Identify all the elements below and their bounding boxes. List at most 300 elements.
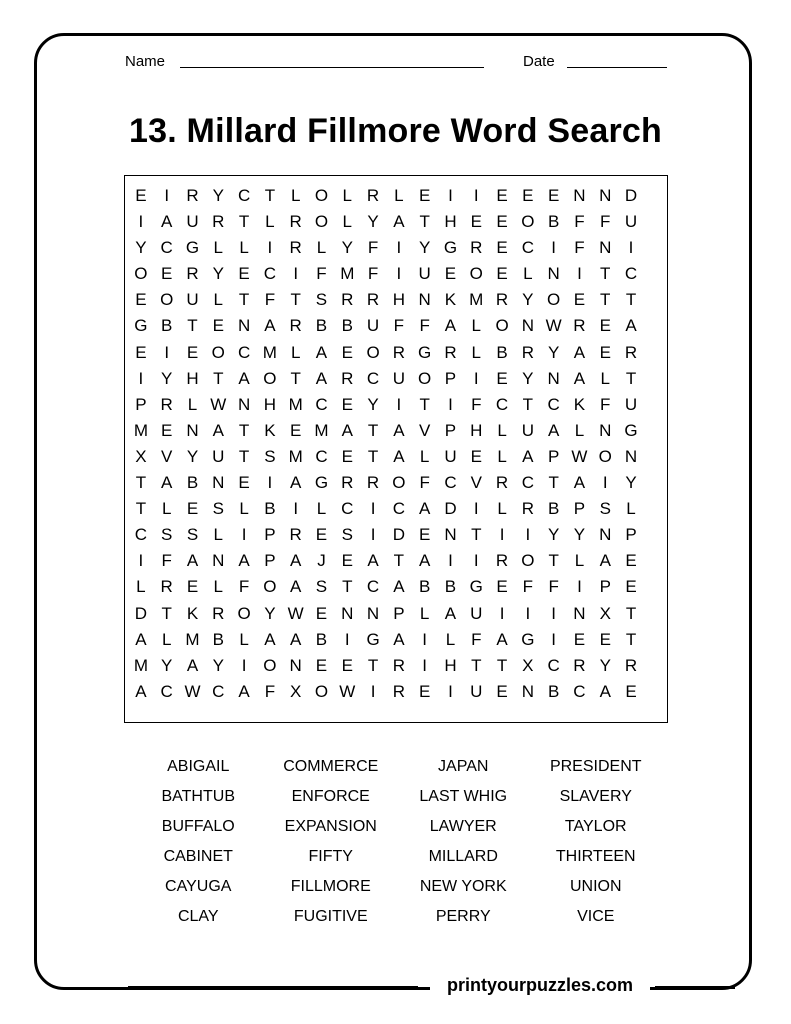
- grid-letter: F: [600, 212, 611, 232]
- grid-letter: I: [138, 368, 144, 388]
- grid-letter: N: [599, 525, 612, 545]
- grid-letter: E: [341, 551, 353, 571]
- grid-letter: I: [448, 394, 453, 414]
- grid-letter: A: [315, 368, 328, 388]
- grid-letter: L: [239, 238, 249, 258]
- grid-letter: L: [213, 290, 224, 310]
- grid-letter: T: [522, 394, 534, 414]
- grid-letter: P: [625, 525, 637, 545]
- date-label: Date: [523, 53, 555, 70]
- grid-letter: A: [625, 316, 637, 336]
- grid-row: [128, 183, 644, 209]
- grid-row: [128, 209, 644, 235]
- grid-letter: C: [134, 525, 148, 545]
- grid-letter: O: [160, 290, 174, 310]
- grid-letter: G: [185, 238, 200, 258]
- grid-letter: R: [341, 290, 354, 310]
- grid-letter: O: [495, 316, 509, 336]
- grid-letter: E: [135, 290, 147, 310]
- grid-letter: F: [161, 551, 172, 571]
- grid-letter: I: [628, 238, 634, 258]
- grid-letter: I: [370, 681, 376, 701]
- grid-letter: I: [344, 629, 350, 649]
- grid-row: [128, 418, 644, 444]
- grid-letter: A: [135, 629, 147, 649]
- grid-letter: R: [366, 290, 380, 310]
- grid-letter: E: [599, 342, 611, 362]
- grid-letter: N: [624, 446, 638, 466]
- grid-letter: E: [186, 577, 199, 597]
- grid-letter: R: [392, 681, 405, 701]
- grid-letter: A: [599, 681, 611, 701]
- grid-letter: Y: [522, 368, 534, 388]
- grid-letter: E: [522, 186, 534, 205]
- grid-letter: T: [342, 577, 353, 597]
- grid-letter: L: [394, 186, 404, 205]
- grid-letter: A: [393, 629, 405, 649]
- word-list-item: NEW YORK: [419, 878, 507, 895]
- grid-letter: L: [290, 186, 301, 205]
- grid-letter: G: [469, 577, 483, 597]
- grid-letter: E: [496, 577, 508, 597]
- grid-letter: N: [186, 420, 199, 440]
- grid-letter: I: [551, 238, 557, 258]
- grid-letter: E: [418, 681, 431, 701]
- word-list-item: COMMERCE: [283, 758, 379, 775]
- grid-letter: Y: [418, 238, 431, 258]
- grid-letter: E: [315, 603, 328, 623]
- grid-letter: I: [448, 681, 453, 701]
- grid-letter: H: [470, 420, 483, 440]
- grid-letter: R: [495, 473, 509, 493]
- grid-letter: R: [521, 342, 534, 362]
- grid-letter: S: [161, 525, 173, 545]
- grid-letter: N: [237, 316, 251, 336]
- footer-divider-left: [128, 986, 418, 989]
- grid-letter: W: [571, 446, 588, 466]
- grid-letter: N: [573, 186, 586, 205]
- grid-letter: I: [370, 499, 376, 519]
- grid-letter: U: [392, 368, 405, 388]
- grid-letter: N: [521, 681, 534, 701]
- grid-letter: N: [237, 394, 251, 414]
- grid-letter: T: [367, 446, 379, 466]
- grid-letter: E: [135, 186, 147, 205]
- grid-letter: L: [161, 629, 172, 649]
- grid-letter: A: [135, 681, 147, 701]
- grid-row: [128, 627, 644, 653]
- grid-letter: V: [161, 446, 173, 466]
- grid-letter: I: [473, 186, 479, 205]
- grid-letter: S: [264, 446, 276, 466]
- grid-letter: R: [160, 394, 173, 414]
- footer-divider-right: [655, 986, 735, 989]
- grid-row: [128, 601, 644, 627]
- grid-letter: N: [212, 551, 225, 571]
- grid-letter: C: [160, 681, 173, 701]
- grid-letter: C: [237, 186, 251, 205]
- grid-letter: O: [211, 342, 225, 362]
- grid-letter: M: [340, 264, 355, 284]
- grid-row: [128, 548, 644, 574]
- grid-letter: W: [210, 394, 227, 414]
- grid-letter: L: [316, 238, 327, 258]
- grid-letter: T: [290, 368, 301, 388]
- grid-letter: A: [161, 473, 173, 493]
- grid-letter: I: [448, 551, 453, 571]
- grid-letter: C: [263, 264, 277, 284]
- grid-letter: N: [289, 655, 302, 675]
- grid-letter: E: [418, 525, 431, 545]
- grid-letter: P: [444, 420, 457, 440]
- grid-letter: E: [496, 681, 508, 701]
- grid-letter: E: [161, 264, 173, 284]
- grid-letter: R: [212, 603, 225, 623]
- grid-letter: L: [419, 603, 430, 623]
- grid-row: [128, 496, 644, 522]
- grid-letter: U: [470, 603, 483, 623]
- grid-letter: R: [289, 525, 302, 545]
- grid-letter: C: [624, 264, 638, 284]
- grid-letter: K: [264, 420, 276, 440]
- grid-letter: M: [288, 394, 303, 414]
- grid-row: [128, 313, 644, 339]
- grid-letter: F: [471, 629, 482, 649]
- grid-letter: T: [419, 212, 430, 232]
- grid-letter: C: [315, 394, 328, 414]
- grid-letter: L: [471, 316, 481, 336]
- grid-letter: C: [366, 368, 380, 388]
- grid-letter: E: [315, 525, 328, 545]
- grid-letter: T: [135, 473, 147, 493]
- grid-letter: I: [241, 525, 247, 545]
- grid-letter: E: [341, 394, 353, 414]
- grid-letter: A: [393, 577, 405, 597]
- grid-letter: E: [161, 420, 173, 440]
- grid-letter: E: [418, 186, 431, 205]
- grid-letter: W: [545, 316, 562, 336]
- grid-row: [128, 235, 644, 261]
- grid-letter: F: [574, 212, 585, 232]
- grid-letter: R: [392, 342, 405, 362]
- word-list: [132, 756, 662, 928]
- grid-letter: O: [237, 603, 251, 623]
- grid-letter: J: [317, 551, 326, 571]
- grid-letter: B: [418, 577, 431, 597]
- grid-letter: B: [496, 342, 508, 362]
- grid-letter: Y: [625, 473, 637, 493]
- grid-letter: I: [473, 499, 479, 519]
- grid-letter: R: [341, 473, 354, 493]
- grid-letter: U: [186, 212, 199, 232]
- grid-letter: A: [367, 551, 379, 571]
- grid-letter: F: [471, 394, 482, 414]
- grid-letter: R: [392, 655, 405, 675]
- grid-letter: I: [293, 264, 299, 284]
- grid-letter: Y: [186, 446, 199, 466]
- grid-letter: T: [238, 420, 250, 440]
- grid-letter: T: [238, 212, 250, 232]
- name-label: Name: [125, 53, 166, 70]
- grid-letter: A: [547, 420, 560, 440]
- grid-letter: I: [241, 655, 247, 675]
- grid-letter: R: [289, 212, 302, 232]
- grid-letter: L: [419, 446, 430, 466]
- grid-letter: I: [396, 394, 402, 414]
- grid-letter: N: [547, 368, 560, 388]
- grid-letter: I: [499, 603, 505, 623]
- grid-letter: F: [522, 577, 534, 597]
- grid-letter: E: [290, 420, 302, 440]
- grid-letter: Y: [522, 290, 534, 310]
- grid-letter: F: [238, 577, 250, 597]
- grid-letter: H: [263, 394, 277, 414]
- grid-letter: A: [444, 603, 457, 623]
- grid-letter: L: [497, 499, 507, 519]
- grid-row: [128, 261, 644, 287]
- grid-letter: M: [288, 446, 303, 466]
- grid-letter: L: [471, 342, 481, 362]
- grid-letter: W: [184, 681, 201, 701]
- word-list-item: FILLMORE: [290, 878, 371, 895]
- grid-letter: A: [238, 551, 250, 571]
- grid-letter: G: [134, 316, 148, 336]
- grid-letter: P: [547, 446, 560, 466]
- grid-letter: G: [418, 342, 432, 362]
- grid-letter: T: [187, 316, 198, 336]
- grid-letter: R: [624, 342, 638, 362]
- grid-row: [128, 287, 644, 313]
- grid-letter: L: [316, 499, 327, 519]
- grid-letter: R: [186, 186, 199, 205]
- word-list-item: FUGITIVE: [293, 908, 368, 925]
- grid-letter: Y: [264, 603, 276, 623]
- grid-letter: E: [212, 316, 224, 336]
- grid-letter: A: [186, 551, 199, 571]
- grid-letter: Y: [212, 655, 224, 675]
- grid-letter: L: [265, 212, 275, 232]
- word-list-item: CABINET: [163, 848, 233, 865]
- grid-letter: S: [341, 525, 353, 545]
- grid-letter: L: [136, 577, 146, 597]
- grid-letter: E: [470, 446, 482, 466]
- grid-letter: M: [133, 655, 148, 675]
- grid-letter: L: [497, 420, 507, 440]
- word-list-item: PERRY: [435, 908, 491, 925]
- grid-letter: A: [496, 629, 508, 649]
- grid-letter: K: [444, 290, 457, 310]
- grid-letter: M: [185, 629, 200, 649]
- grid-letter: M: [314, 420, 329, 440]
- grid-letter: B: [186, 473, 199, 493]
- grid-row: [128, 366, 644, 392]
- grid-letter: E: [186, 342, 199, 362]
- word-list-item: ENFORCE: [291, 788, 370, 805]
- grid-row: [128, 574, 644, 600]
- grid-letter: I: [577, 577, 582, 597]
- grid-letter: E: [599, 316, 611, 336]
- grid-letter: E: [625, 577, 637, 597]
- grid-letter: U: [521, 420, 534, 440]
- grid-letter: I: [370, 525, 376, 545]
- grid-letter: R: [341, 368, 354, 388]
- grid-letter: C: [521, 473, 534, 493]
- grid-letter: E: [341, 446, 353, 466]
- grid-letter: A: [212, 420, 224, 440]
- grid-letter: A: [264, 629, 276, 649]
- grid-letter: T: [238, 290, 250, 310]
- grid-letter: X: [135, 446, 147, 466]
- grid-letter: F: [264, 681, 276, 701]
- grid-letter: O: [392, 473, 406, 493]
- grid-letter: A: [315, 342, 328, 362]
- grid-letter: U: [186, 290, 199, 310]
- grid-letter: B: [161, 316, 173, 336]
- grid-letter: B: [341, 316, 353, 336]
- grid-letter: I: [602, 473, 608, 493]
- grid-letter: W: [287, 603, 304, 623]
- grid-letter: Y: [212, 264, 224, 284]
- grid-letter: F: [600, 394, 611, 414]
- grid-letter: A: [290, 473, 302, 493]
- grid-letter: V: [418, 420, 431, 440]
- grid-letter: L: [213, 577, 224, 597]
- grid-letter: E: [573, 290, 586, 310]
- grid-letter: H: [392, 290, 405, 310]
- grid-letter: I: [396, 264, 402, 284]
- grid-letter: L: [239, 629, 249, 649]
- grid-letter: E: [496, 368, 508, 388]
- grid-letter: N: [521, 316, 534, 336]
- grid-letter: P: [264, 551, 276, 571]
- word-list-item: LAST WHIG: [419, 788, 508, 805]
- grid-letter: A: [393, 420, 405, 440]
- word-list-item: ABIGAIL: [167, 758, 230, 775]
- grid-row: [128, 470, 644, 496]
- grid-letter: E: [444, 264, 457, 284]
- grid-letter: O: [314, 212, 329, 232]
- grid-letter: O: [134, 264, 148, 284]
- grid-letter: I: [396, 238, 402, 258]
- grid-letter: X: [599, 603, 611, 623]
- grid-letter: I: [293, 499, 299, 519]
- grid-letter: K: [573, 394, 586, 414]
- grid-letter: E: [238, 473, 250, 493]
- grid-letter: A: [264, 316, 276, 336]
- grid-letter: F: [574, 238, 585, 258]
- grid-letter: G: [443, 238, 458, 258]
- grid-letter: T: [367, 420, 379, 440]
- grid-letter: Y: [135, 238, 147, 258]
- grid-letter: A: [599, 551, 611, 571]
- grid-letter: R: [289, 238, 302, 258]
- grid-letter: R: [573, 655, 586, 675]
- grid-letter: O: [314, 186, 329, 205]
- grid-letter: N: [444, 525, 457, 545]
- grid-letter: T: [600, 264, 611, 284]
- grid-letter: O: [418, 368, 432, 388]
- grid-letter: L: [600, 368, 610, 388]
- grid-letter: L: [342, 186, 352, 205]
- grid-letter: N: [599, 238, 612, 258]
- grid-letter: F: [264, 290, 276, 310]
- word-list-item: BATHTUB: [161, 788, 235, 805]
- grid-letter: S: [315, 577, 328, 597]
- grid-letter: T: [135, 499, 147, 519]
- grid-letter: F: [367, 238, 379, 258]
- grid-letter: E: [496, 186, 508, 205]
- grid-letter: O: [366, 342, 380, 362]
- grid-letter: O: [521, 551, 535, 571]
- word-list-item: FIFTY: [308, 848, 353, 865]
- grid-letter: S: [212, 499, 224, 519]
- word-list-item: CAYUGA: [165, 878, 232, 895]
- grid-letter: R: [212, 212, 225, 232]
- grid-letter: C: [547, 655, 560, 675]
- grid-letter: I: [138, 551, 144, 571]
- grid-letter: C: [237, 342, 251, 362]
- grid-letter: E: [547, 186, 560, 205]
- grid-letter: V: [470, 473, 482, 493]
- grid-letter: Y: [547, 342, 560, 362]
- grid-letter: W: [339, 681, 356, 701]
- grid-letter: X: [290, 681, 302, 701]
- grid-letter: U: [624, 394, 638, 414]
- grid-letter: T: [625, 368, 637, 388]
- word-list-item: THIRTEEN: [555, 848, 636, 865]
- grid-letter: O: [263, 655, 277, 675]
- grid-letter: O: [263, 577, 277, 597]
- grid-letter: R: [521, 499, 534, 519]
- grid-letter: I: [551, 603, 557, 623]
- grid-letter: E: [599, 629, 611, 649]
- grid-letter: C: [573, 681, 586, 701]
- grid-letter: A: [393, 446, 405, 466]
- grid-letter: R: [366, 473, 380, 493]
- grid-letter: Y: [367, 212, 379, 232]
- grid-letter: U: [444, 446, 457, 466]
- grid-letter: C: [315, 446, 328, 466]
- grid-letter: A: [290, 577, 302, 597]
- grid-letter: A: [418, 551, 431, 571]
- grid-letter: F: [316, 264, 327, 284]
- grid-letter: L: [187, 394, 198, 414]
- grid-letter: E: [238, 264, 250, 284]
- grid-letter: P: [573, 499, 586, 519]
- grid-letter: U: [624, 212, 638, 232]
- word-list-item: TAYLOR: [564, 818, 627, 835]
- grid-letter: Y: [573, 525, 586, 545]
- grid-letter: L: [213, 238, 224, 258]
- grid-letter: T: [238, 446, 250, 466]
- word-list-item: UNION: [569, 878, 622, 895]
- grid-letter: I: [551, 629, 557, 649]
- grid-letter: N: [599, 186, 612, 205]
- grid-letter: Y: [341, 238, 353, 258]
- grid-letter: D: [134, 603, 148, 623]
- grid-letter: T: [496, 655, 508, 675]
- grid-letter: T: [625, 603, 637, 623]
- grid-letter: T: [548, 473, 559, 493]
- grid-letter: A: [418, 499, 431, 519]
- name-field-line: [180, 67, 484, 68]
- grid-letter: E: [341, 655, 353, 675]
- grid-letter: N: [341, 603, 354, 623]
- grid-letter: L: [290, 342, 301, 362]
- grid-letter: A: [573, 342, 586, 362]
- word-list-item: EXPANSION: [284, 818, 377, 835]
- grid-letter: C: [160, 238, 173, 258]
